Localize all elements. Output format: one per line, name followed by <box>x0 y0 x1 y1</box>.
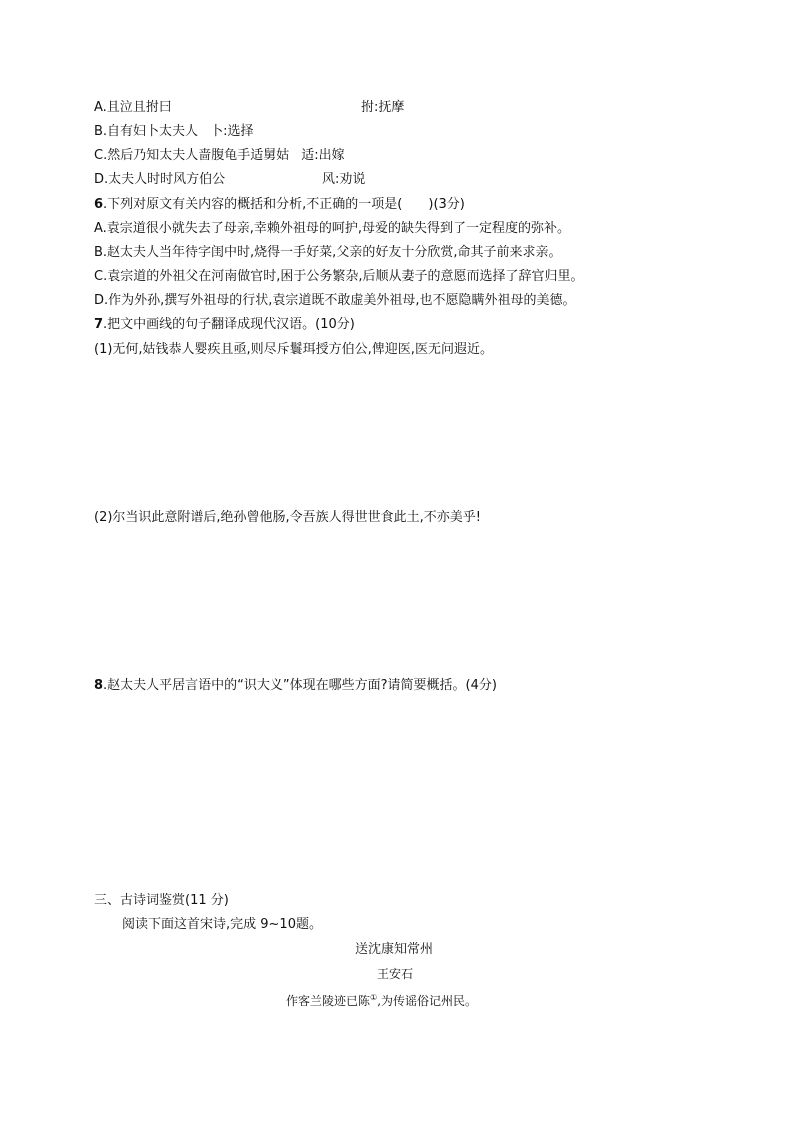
section-3-instruction: 阅读下面这首宋诗,完成 9~10题。 <box>122 917 322 932</box>
q5-option-b <box>94 123 253 141</box>
q5-option-d <box>94 171 366 189</box>
q5-option-gloss: 风:劝说 <box>322 172 366 187</box>
q6-stem <box>94 196 465 214</box>
poem-line-1-b: ,为传谣俗记州民。 <box>377 994 478 1008</box>
q5-option-a <box>94 99 405 117</box>
q5-option-gloss: 卜:选择 <box>210 124 254 139</box>
q6-option-a: A.袁宗道很小就失去了母亲,幸赖外祖母的呵护,母爱的缺失得到了一定程度的弥补。 <box>94 221 571 236</box>
section-3-heading: 三、古诗词鉴赏(11 分) <box>94 893 229 908</box>
q7-number: 7 <box>94 317 104 332</box>
q7-stem-text: .把文中画线的句子翻译成现代汉语。(10分) <box>103 317 355 332</box>
q6-number: 6 <box>94 197 104 212</box>
q8-number: 8 <box>94 678 104 693</box>
q7-sentence-1: (1)无何,姑钱恭人婴疾且亟,则尽斥鬟珥授方伯公,俾迎医,医无问遐近。 <box>94 342 493 357</box>
q8-stem <box>94 677 497 695</box>
q5-option-c <box>94 147 345 165</box>
q5-option-gloss: 适:出嫁 <box>301 148 345 163</box>
poem-line-1 <box>286 989 477 1010</box>
footnote-marker[interactable]: ① <box>370 993 378 1002</box>
q6-option-c: C.袁宗道的外祖父在河南做官时,困于公务繁杂,后顺从妻子的意愿而选择了辞官归里。 <box>94 269 584 284</box>
q5-option-text: C.然后乃知太夫人啬腹龟手适舅姑 <box>94 148 290 163</box>
q8-stem-text: .赵太夫人平居言语中的“识大义”体现在哪些方面?请简要概括。(4分) <box>103 678 497 693</box>
q6-option-b: B.赵太夫人当年待字闺中时,烧得一手好菜,父亲的好友十分欣赏,命其子前来求亲。 <box>94 245 562 260</box>
q6-stem-score: )(3分) <box>428 197 465 212</box>
q5-option-text: A.且泣且拊曰 <box>94 100 172 115</box>
poem-line-1-a: 作客兰陵迹已陈 <box>286 994 371 1008</box>
q5-option-gloss: 拊:抚摩 <box>361 100 405 115</box>
poem-author: 王安石 <box>377 967 414 981</box>
q7-stem <box>94 316 355 334</box>
q7-sentence-2: (2)尔当识此意附谱后,绝孙曾他肠,令吾族人得世世食此土,不亦美乎! <box>94 510 482 525</box>
poem-title: 送沈康知常州 <box>355 942 434 957</box>
q6-stem-text: .下列对原文有关内容的概括和分析,不正确的一项是( <box>103 197 403 212</box>
q6-option-d: D.作为外孙,撰写外祖母的行状,袁宗道既不敢虚美外祖母,也不愿隐瞒外祖母的美德。 <box>94 293 576 308</box>
q5-option-text: D.太夫人时时风方伯公 <box>94 172 226 187</box>
q5-option-text: B.自有妇卜太夫人 <box>94 124 199 139</box>
